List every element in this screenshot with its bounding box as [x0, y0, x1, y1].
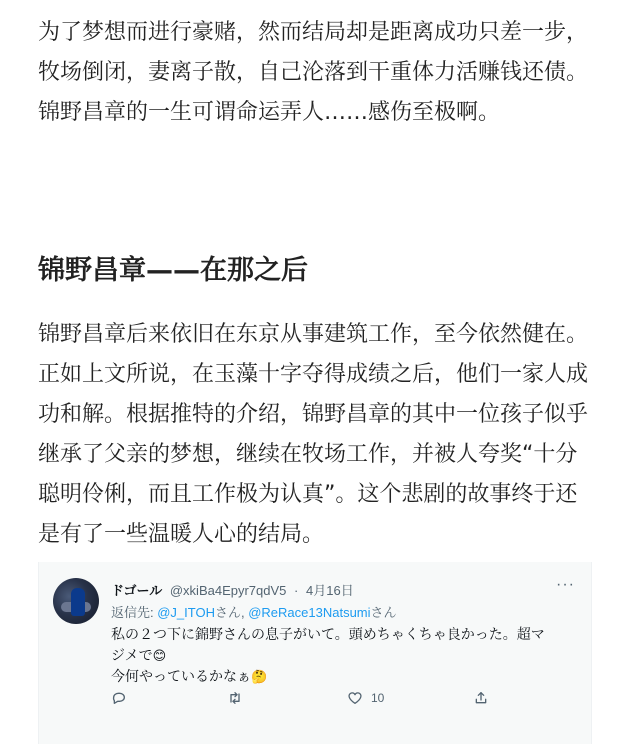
tweet-actions — [111, 690, 531, 710]
author-handle[interactable]: @xkiBa4Epyr7qdV5 — [169, 583, 287, 598]
like-count: 10 — [371, 691, 385, 705]
article-paragraph-2: 锦野昌章后来依旧在东京从事建筑工作，至今依然健在。正如上文所说，在玉藻十字夺得成绩之后，他们一家人成功和解。根据推特的介绍，锦野昌章的其中一位孩子似乎继承了父亲的梦想，继续在牧场工作，并被人夸奖“十分聪明伶俐，而且工作极为认真”。这个悲剧的故事终于还是有了一些温暖人心的结局。 — [38, 322, 589, 547]
meta-separator: · — [294, 583, 299, 598]
reply-icon — [111, 690, 127, 706]
tweet-text-line-1: 私の２つ下に錦野さんの息子がいて。頭めちゃくちゃ良かった。超マジメで — [111, 626, 545, 663]
tweet-text-line-2: 今何やっているかなぁ — [111, 668, 251, 684]
more-options-icon[interactable]: ··· — [556, 576, 575, 593]
avatar[interactable] — [53, 578, 99, 624]
tweet-date[interactable]: 4月16日 — [306, 583, 354, 598]
retweet-button[interactable] — [227, 690, 243, 706]
author-name[interactable]: ドゴール — [111, 583, 163, 598]
embedded-tweet[interactable] — [38, 562, 592, 744]
thinking-emoji-icon: 🤔 — [251, 669, 268, 684]
like-icon — [347, 690, 363, 706]
reply-prefix: 返信先: — [111, 605, 158, 620]
share-icon — [473, 690, 489, 706]
reply-button[interactable] — [111, 690, 127, 706]
share-button[interactable] — [473, 690, 489, 706]
reply-to-line — [111, 602, 397, 621]
reply-user-link-1[interactable]: @J_ITOH — [157, 605, 215, 620]
avatar-figure-body — [71, 588, 85, 616]
smile-emoji-icon: 😊 — [152, 648, 167, 663]
retweet-icon — [227, 690, 243, 706]
reply-san-1: さん, — [214, 605, 249, 620]
tweet-header — [111, 580, 354, 599]
reply-user-link-2[interactable]: @ReRace13Natsumi — [248, 605, 371, 620]
section-heading: 锦野昌章——在那之后 — [38, 255, 308, 286]
tweet-text — [111, 624, 551, 687]
reply-san-2: さん — [370, 605, 397, 620]
article-paragraph-1: 为了梦想而进行豪赌，然而结局却是距离成功只差一步，牧场倒闭，妻离子散，自己沦落到干重体力活赚钱还债。锦野昌章的一生可谓命运弄人……感伤至极啊。 — [38, 20, 589, 125]
like-button[interactable] — [347, 690, 384, 706]
